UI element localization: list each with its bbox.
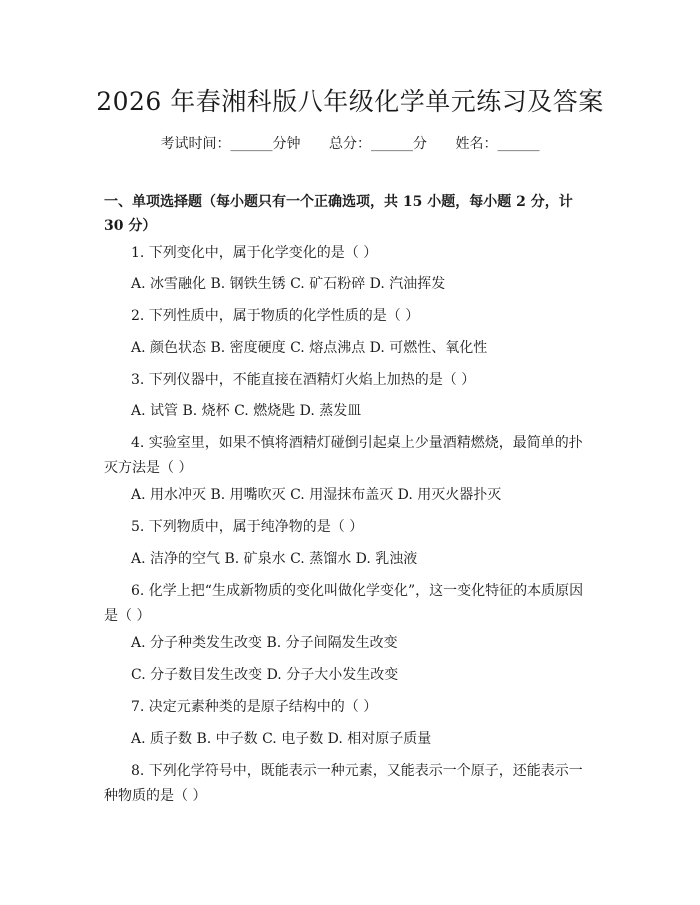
question-4: 4. 实验室里，如果不慎将酒精灯碰倒引起桌上少量酒精燃烧，最简单的扑灭方法是（ ） xyxy=(104,435,583,476)
question-5-options: A. 洁净的空气 B. 矿泉水 C. 蒸馏水 D. 乳浊液 xyxy=(131,551,418,567)
total-score-field: 总分：______分 xyxy=(329,136,427,152)
question-7: 7. 决定元素种类的是原子结构中的（ ） xyxy=(131,699,378,715)
question-3: 3. 下列仪器中，不能直接在酒精灯火焰上加热的是（ ） xyxy=(131,372,476,388)
question-1-options: A. 冰雪融化 B. 钢铁生锈 C. 矿石粉碎 D. 汽油挥发 xyxy=(131,276,446,292)
question-4-options: A. 用水冲灭 B. 用嘴吹灭 C. 用湿抹布盖灭 D. 用灭火器扑灭 xyxy=(131,487,502,503)
question-7-options: A. 质子数 B. 中子数 C. 电子数 D. 相对原子质量 xyxy=(131,731,432,747)
exam-info-line xyxy=(0,133,700,153)
question-2: 2. 下列性质中，属于物质的化学性质的是（ ） xyxy=(131,308,420,324)
page-title: 2026 年春湘科版八年级化学单元练习及答案 xyxy=(96,87,604,116)
exam-time-field: 考试时间：______分钟 xyxy=(160,136,301,152)
question-6-options-ab: A. 分子种类发生改变 B. 分子间隔发生改变 xyxy=(131,635,398,651)
question-6-options-cd: C. 分子数目发生改变 D. 分子大小发生改变 xyxy=(131,667,399,683)
student-name-field: 姓名：______ xyxy=(455,136,540,152)
section-heading-single-choice: 一、单项选择题（每小题只有一个正确选项，共 15 小题，每小题 2 分，计 30 分） xyxy=(104,194,573,234)
question-3-options: A. 试管 B. 烧杯 C. 燃烧匙 D. 蒸发皿 xyxy=(131,403,362,419)
question-2-options: A. 颜色状态 B. 密度硬度 C. 熔点沸点 D. 可燃性、氧化性 xyxy=(131,340,488,356)
question-6: 6. 化学上把“生成新物质的变化叫做化学变化”，这一变化特征的本质原因是（ ） xyxy=(104,583,584,624)
question-5: 5. 下列物质中，属于纯净物的是（ ） xyxy=(131,519,364,535)
question-1: 1. 下列变化中，属于化学变化的是（ ） xyxy=(131,245,378,261)
question-8: 8. 下列化学符号中，既能表示一种元素，又能表示一个原子，还能表示一种物质的是（ ） xyxy=(104,763,583,804)
